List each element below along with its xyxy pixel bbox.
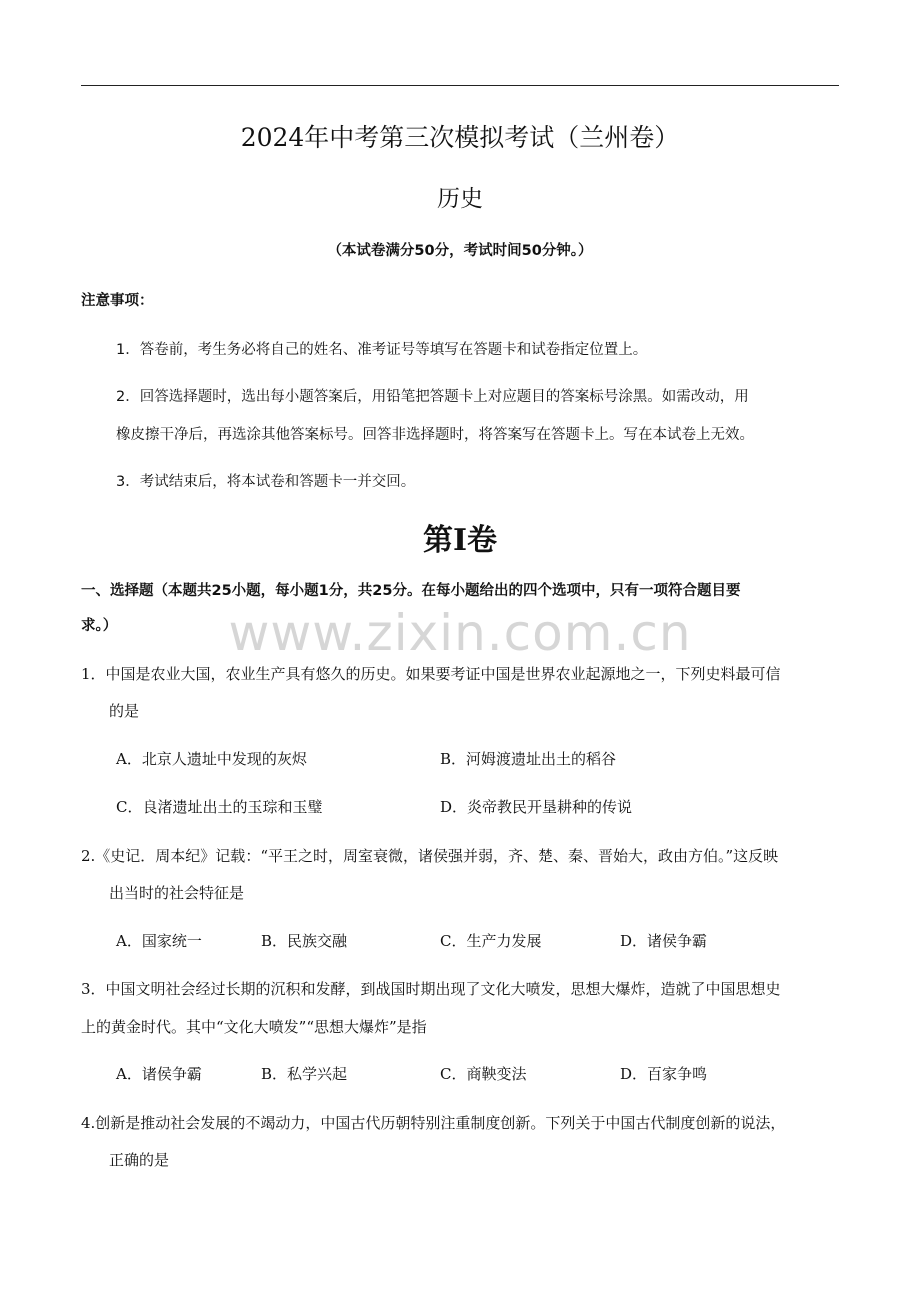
question-1-option-c: C．良渚遗址出土的玉琮和玉璧 (116, 798, 323, 816)
question-3-option-d: D．百家争鸣 (620, 1065, 708, 1083)
question-4-line-1: 4.创新是推动社会发展的不竭动力，中国古代历朝特别注重制度创新。下列关于中国古代制度创新的说法， (81, 1114, 786, 1132)
question-3-line-1: 3．中国文明社会经过长期的沉积和发酵，到战国时期出现了文化大喷发，思想大爆炸，造就了中国思想史 (81, 980, 781, 998)
question-3-option-a: A．诸侯争霸 (116, 1065, 202, 1083)
note-item-3: 3．考试结束后，将本试卷和答题卡一并交回。 (116, 474, 416, 490)
question-1-line-2: 的是 (109, 702, 140, 720)
part-title: 第I卷 (422, 523, 498, 558)
question-1-option-a: A．北京人遗址中发现的灰烬 (116, 750, 307, 768)
question-1-option-d: D．炎帝教民开垦耕种的传说 (440, 798, 633, 816)
question-2-option-d: D．诸侯争霸 (620, 932, 708, 950)
question-2-option-a: A．国家统一 (116, 932, 202, 950)
subject-title: 历史 (437, 186, 483, 212)
question-2-line-2: 出当时的社会特征是 (109, 884, 245, 902)
note-item-1: 1．答卷前，考生务必将自己的姓名、准考证号等填写在答题卡和试卷指定位置上。 (116, 342, 648, 358)
question-3-option-b: B．私学兴起 (261, 1065, 348, 1083)
question-3-option-c: C．商鞅变法 (440, 1065, 527, 1083)
question-2-option-b: B．民族交融 (261, 932, 348, 950)
watermark: www.zixin.com.cn (228, 604, 692, 662)
section-heading-line-2: 求。） (81, 618, 118, 634)
question-4-line-2: 正确的是 (109, 1151, 170, 1169)
notes-heading: 注意事项： (81, 293, 154, 309)
question-1-line-1: 1．中国是农业大国，农业生产具有悠久的历史。如果要考证中国是世界农业起源地之一，下列史料最可信 (81, 665, 781, 683)
note-item-2-line-1: 2．回答选择题时，选出每小题答案后，用铅笔把答题卡上对应题目的答案标号涂黑。如需改动，用 (116, 389, 749, 405)
note-item-2-line-2: 橡皮擦干净后，再选涂其他答案标号。回答非选择题时，将答案写在答题卡上。写在本试卷上无效。 (116, 427, 754, 443)
section-heading-line-1: 一、选择题（本题共25小题，每小题1分，共25分。在每小题给出的四个选项中，只有一项符合题目要 (81, 583, 741, 599)
question-2-line-1: 2.《史记．周本纪》记载：“平王之时，周室衰微，诸侯强并弱，齐、楚、秦、晋始大，政由方伯。”这反映 (81, 847, 779, 865)
question-1-option-b: B．河姆渡遗址出土的稻谷 (440, 750, 617, 768)
question-2-option-c: C．生产力发展 (440, 932, 542, 950)
top-rule (81, 85, 839, 86)
exam-info: （本试卷满分50分，考试时间50分钟。） (327, 243, 593, 259)
question-3-line-2: 上的黄金时代。其中“文化大喷发”“思想大爆炸”是指 (81, 1018, 427, 1036)
exam-title: 2024年中考第三次模拟考试（兰州卷） (240, 123, 680, 152)
